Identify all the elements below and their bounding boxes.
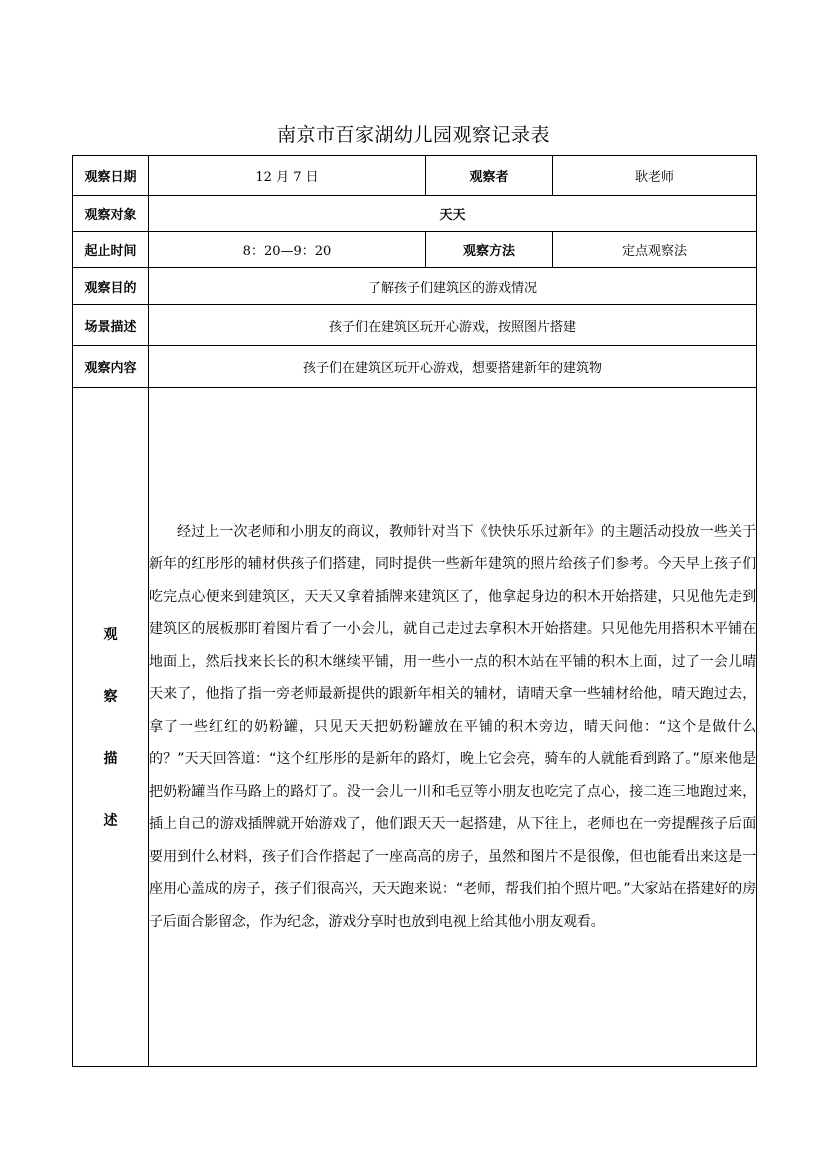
- content-label: 观察内容: [73, 346, 149, 388]
- time-label: 起止时间: [73, 232, 149, 268]
- content-value: 孩子们在建筑区玩开心游戏，想要搭建新年的建筑物: [149, 346, 757, 388]
- description-label-cell: [73, 388, 149, 1067]
- table-row-date: [73, 156, 757, 196]
- table-row-description: [73, 388, 757, 1067]
- description-label-char: 观: [103, 627, 118, 643]
- scene-value: 孩子们在建筑区玩开心游戏，按照图片搭建: [149, 305, 757, 346]
- table-row-subject: [73, 196, 757, 232]
- description-cell: [149, 388, 757, 1067]
- purpose-label: 观察目的: [73, 268, 149, 305]
- table-row-scene: [73, 305, 757, 346]
- date-value: 12 月 7 日: [149, 156, 426, 196]
- scene-label: 场景描述: [73, 305, 149, 346]
- table-row-content: [73, 346, 757, 388]
- description-label-char: 察: [103, 689, 118, 705]
- observer-label: 观察者: [426, 156, 553, 196]
- observer-value: 耿老师: [553, 156, 757, 196]
- method-value: 定点观察法: [553, 232, 757, 268]
- table-row-time: [73, 232, 757, 268]
- page-title: 南京市百家湖幼儿园观察记录表: [276, 124, 550, 146]
- description-label-char: 述: [103, 813, 118, 829]
- subject-value: 天天: [149, 196, 757, 232]
- method-label: 观察方法: [426, 232, 553, 268]
- date-label: 观察日期: [73, 156, 149, 196]
- time-value: 8：20—9：20: [149, 232, 426, 268]
- table-row-purpose: [73, 268, 757, 305]
- description-label-char: 描: [103, 751, 118, 767]
- description-text: 经过上一次老师和小朋友的商议，教师针对当下《快快乐乐过新年》的主题活动投放一些关于新年的红彤彤的辅材供孩子们搭建，同时提供一些新年建筑的照片给孩子们参考。今天早上孩子们吃完点心便来到建筑区，天天又拿着插牌来建筑区了，他拿起身边的积木开始搭建，只见他先走到建筑区的展板那盯着图片看了一小会儿，就自己走过去拿积木开始搭建。只见他先用搭积木平铺在地面上，然后找来长长的积木继续平铺，用一些小一点的积木站在平铺的积木上面，过了一会儿晴天来了，他指了指一旁老师最新提供的跟新年相关的辅材，请晴天拿一些辅材给他，晴天跑过去，拿了一些红红的奶粉罐，只见天天把奶粉罐放在平铺的积木旁边，晴天问他：“这个是做什么的？”天天回答道：“这个红彤彤的是新年的路灯，晚上它会亮，骑车的人就能看到路了。”原来他是把奶粉罐当作马路上的路灯了。没一会儿一川和毛豆等小朋友也吃完了点心，接二连三地跑过来，插上自己的游戏插牌就开始游戏了，他们跟天天一起搭建，从下往上，老师也在一旁提醒孩子后面要用到什么材料，孩子们合作搭起了一座高高的房子，虽然和图片不是很像，但也能看出来这是一座用心盖成的房子，孩子们很高兴，天天跑来说：“老师，帮我们拍个照片吧。”大家站在搭建好的房子后面合影留念，作为纪念，游戏分享时也放到电视上给其他小朋友观看。: [149, 523, 756, 930]
- observation-table: [72, 155, 757, 1067]
- purpose-value: 了解孩子们建筑区的游戏情况: [149, 268, 757, 305]
- subject-label: 观察对象: [73, 196, 149, 232]
- description-label: [73, 603, 148, 851]
